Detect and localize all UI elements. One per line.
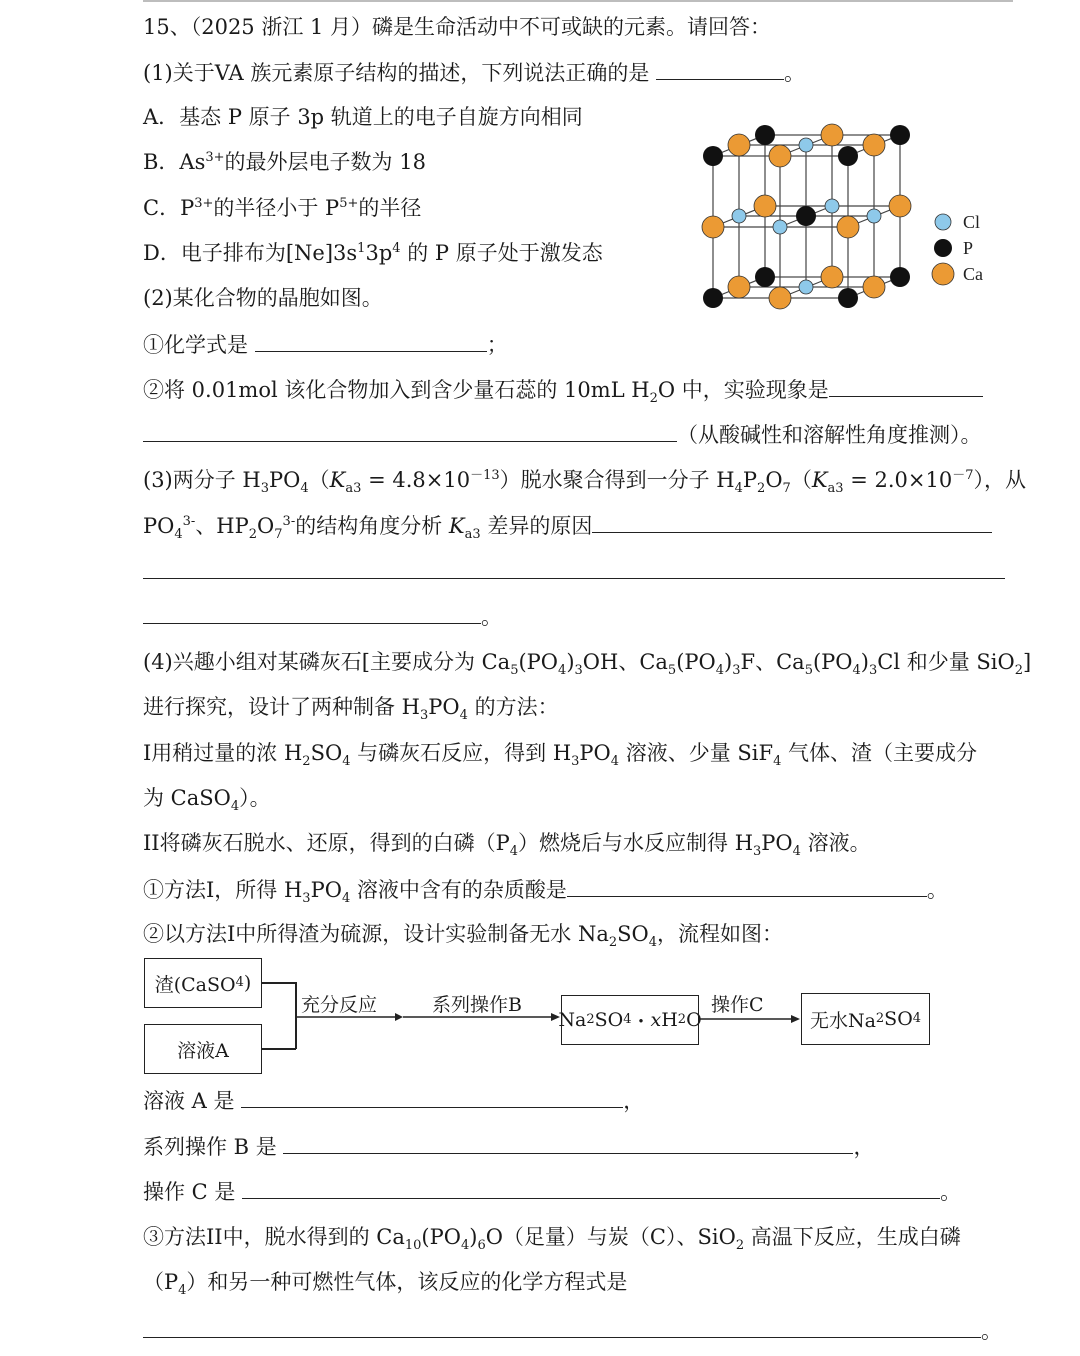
legend-p-swatch bbox=[934, 239, 952, 257]
answer-blank-1[interactable] bbox=[656, 57, 784, 80]
method-1-cont: 为 CaSO$_4$）。 bbox=[143, 786, 271, 815]
flow-box-anhydrous: 无水Na 2 SO 4 bbox=[801, 993, 930, 1045]
flow-box-residue: 渣(CaSO 4 ) bbox=[144, 958, 262, 1008]
legend-ca-swatch bbox=[932, 263, 954, 285]
answer-blank-phenomenon-1[interactable] bbox=[829, 374, 983, 397]
flow-connector-bottom bbox=[262, 1048, 296, 1050]
flow-connector-top bbox=[262, 982, 296, 984]
part4-line2: 进行探究，设计了两种制备 $H_3PO_4$ 的方法： bbox=[143, 695, 559, 724]
legend-cl-label: Cl bbox=[963, 212, 981, 232]
flow-box-solution-a: 溶液A bbox=[144, 1024, 262, 1074]
legend-cl-swatch bbox=[935, 214, 951, 230]
part3-line2: $PO_4^{3-}$、$HP_2O_7^{3-}$的结构角度分析 $K_{a3}$ 差异的原因 bbox=[143, 510, 992, 540]
crystal-lattice bbox=[695, 118, 995, 318]
method-1: I用稍过量的浓 $H_2SO_4$ 与磷灰石反应，得到 $H_3PO_4$ 溶液、少量 SiF$_4$ 气体、渣（主要成分 bbox=[143, 741, 978, 770]
answer-solution-a: 溶液 A 是 ， bbox=[143, 1085, 644, 1115]
answer-blank-solution-a[interactable] bbox=[241, 1085, 623, 1108]
answer-blank-equation[interactable] bbox=[143, 1315, 981, 1338]
part2-q2: ②将 0.01mol 该化合物加入到含少量石蕊的 10mL $H_2O$ 中，实验现象是 bbox=[143, 374, 983, 404]
option-c: C．$P^{3+}$的半径小于 $P^{5+}$的半径 bbox=[143, 196, 422, 220]
flow-arrow-1 bbox=[295, 1010, 565, 1024]
answer-blank-impurity-acid[interactable] bbox=[567, 874, 927, 897]
answer-blank-ka3-1[interactable] bbox=[592, 510, 992, 533]
answer-op-c: 操作 C 是 。 bbox=[143, 1176, 961, 1206]
method-2: II将磷灰石脱水、还原，得到的白磷$(P_4)$燃烧后与水反应制得 $H_3PO_4$ 溶液。 bbox=[143, 831, 871, 860]
flow-step-op-c: 操作C bbox=[711, 994, 764, 1016]
question-header: 15、（2025 浙江 1 月）磷是生命活动中不可或缺的元素。请回答： bbox=[143, 15, 772, 39]
part3-line1: (3)两分子 $H_3PO_4(K_{a3} = 4.8\times 10^{-13})$脱水聚合得到一分子 $H_4P_2O_7(K_{a3} = 2.0\times 10^{-7})$，从 bbox=[143, 468, 1027, 497]
part2-q2-cont: （从酸碱性和溶解性角度推测）。 bbox=[143, 419, 982, 449]
part4-q3-answer: 。 bbox=[143, 1315, 1002, 1345]
part4-line1: (4)兴趣小组对某磷灰石[主要成分为 $Ca_5(PO_4)_3OH$、$Ca_5(PO_4)_3F$、$Ca_5(PO_4)_3Cl$ 和少量 SiO$_2$] bbox=[143, 650, 1032, 679]
part4-q2: ②以方法I中所得渣为硫源，设计实验制备无水 $Na_2SO_4$，流程如图： bbox=[143, 922, 784, 951]
part2-q1: ①化学式是 ； bbox=[143, 329, 508, 359]
option-a: A．基态 P 原子 3p 轨道上的电子自旋方向相同 bbox=[143, 105, 583, 129]
answer-blank-formula[interactable] bbox=[255, 329, 487, 352]
option-b: B．$As^{3+}$的最外层电子数为 18 bbox=[143, 150, 426, 174]
answer-blank-series-b[interactable] bbox=[283, 1131, 853, 1154]
part4-q3: ③方法II中，脱水得到的 $Ca_{10}(PO_4)_6O$（足量）与炭（C）、SiO$_2$ 高温下反应，生成白磷 bbox=[143, 1225, 961, 1254]
part2-stem: (2)某化合物的晶胞如图。 bbox=[143, 286, 383, 310]
answer-blank-phenomenon-2[interactable] bbox=[143, 419, 677, 442]
answer-blank-ka3-2[interactable] bbox=[143, 556, 1005, 579]
option-d: D．电子排布为$[Ne]3s^13p^4$ 的 P 原子处于激发态 bbox=[143, 241, 603, 265]
part3-line4: 。 bbox=[143, 601, 502, 631]
part3-line3 bbox=[143, 556, 1005, 586]
answer-blank-ka3-3[interactable] bbox=[143, 601, 481, 624]
legend-ca-label: Ca bbox=[963, 264, 983, 284]
part4-q3-cont: $(P_4)$和另一种可燃性气体，该反应的化学方程式是 bbox=[143, 1270, 628, 1299]
legend-p-label: P bbox=[963, 238, 974, 258]
answer-blank-op-c[interactable] bbox=[242, 1176, 940, 1199]
flow-arrow-2 bbox=[699, 1012, 803, 1026]
part1-stem: (1)关于VA 族元素原子结构的描述，下列说法正确的是 。 bbox=[143, 57, 805, 87]
flow-box-hydrate: Na 2 SO 4 ・ x H 2 O bbox=[561, 995, 699, 1045]
part4-q1: ①方法I，所得 $H_3PO_4$ 溶液中含有的杂质酸是 。 bbox=[143, 874, 948, 904]
flow-step-series-b: 系列操作B bbox=[432, 994, 522, 1016]
flow-step-react: 充分反应 bbox=[301, 994, 378, 1016]
answer-series-b: 系列操作 B 是 ， bbox=[143, 1131, 874, 1161]
top-rule bbox=[143, 0, 1013, 2]
crystal-cell-figure bbox=[695, 118, 995, 318]
